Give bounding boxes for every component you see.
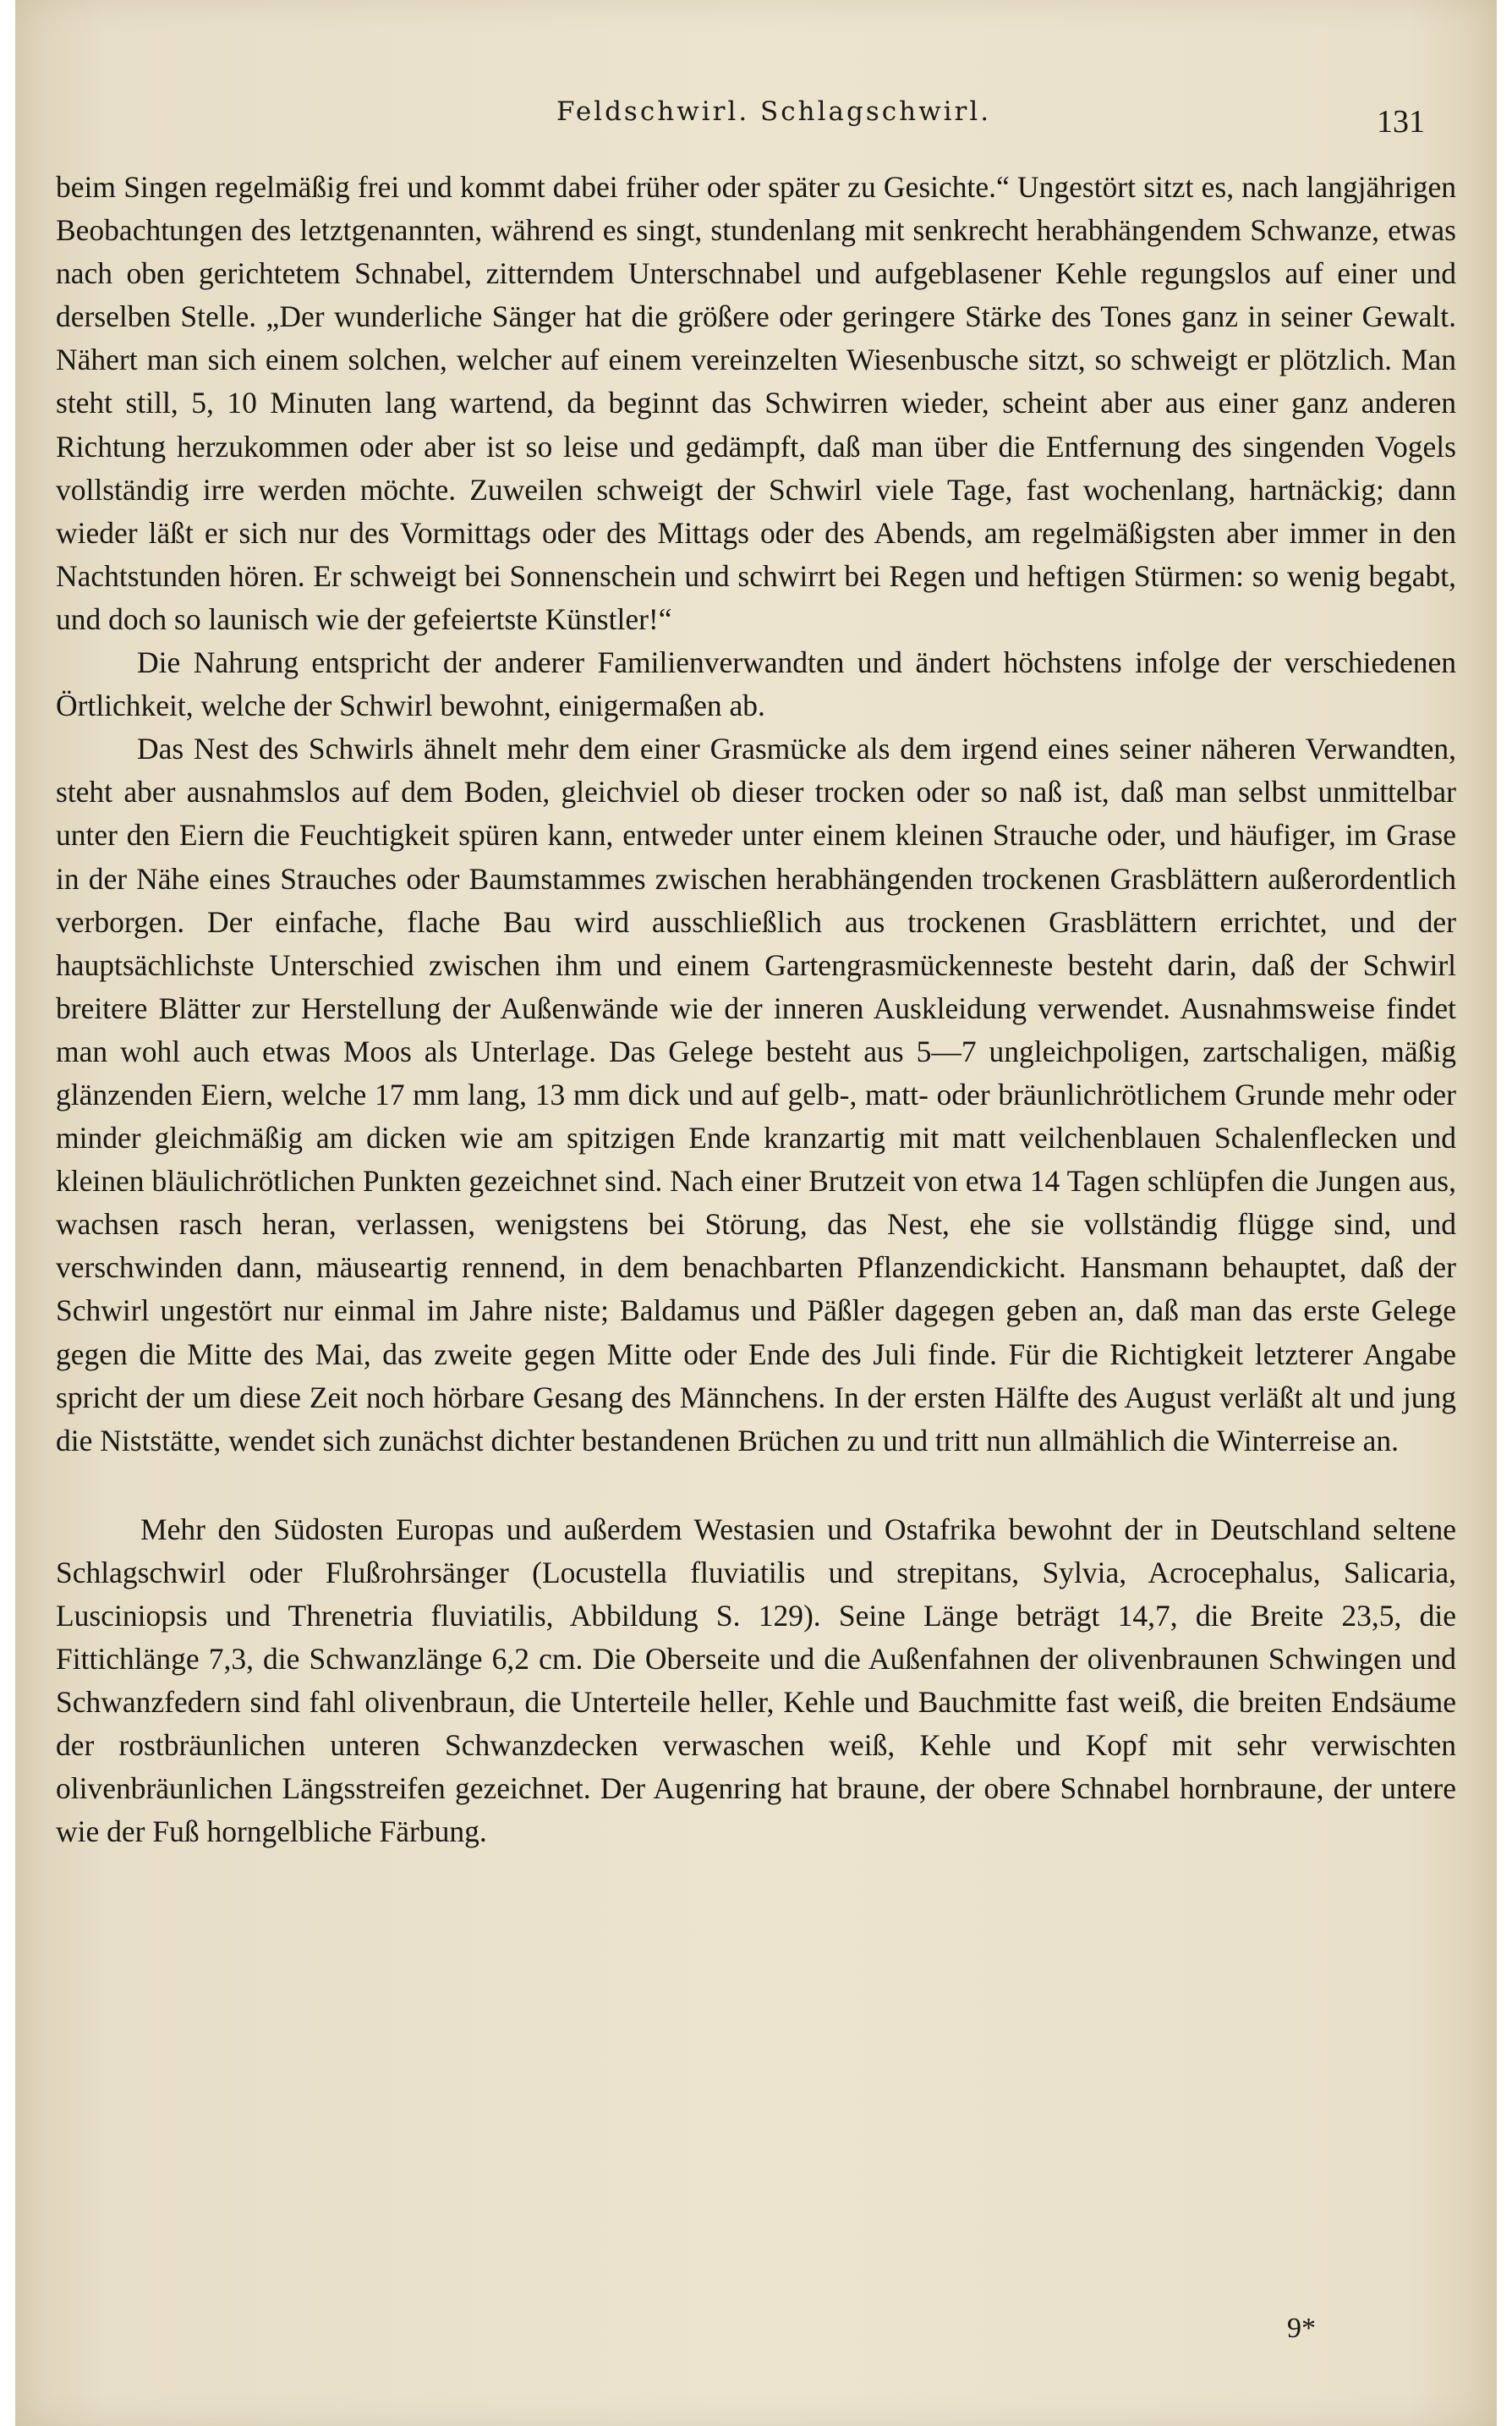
paragraph-nest: Das Nest des Schwirls ähnelt mehr dem einer Grasmücke als dem irgend eines seiner näheren Verwandten, steht aber ausnahmslos auf dem Boden, gleichviel ob dieser trocken oder so naß ist, daß man selbst unmittelbar unter den Eiern die Feuchtigkeit spüren kann, entweder unter einem kleinen Strauche oder, und häufiger, im Grase in der Nähe eines Strauches oder Baumstammes zwischen herabhängenden trockenen Grasblättern außerordentlich verborgen. Der einfache, flache Bau wird ausschließlich aus trockenen Grasblättern errichtet, und der hauptsächlichste Unterschied zwischen ihm und einem Gartengrasmückenneste besteht darin, daß der Schwirl breitere Blätter zur Herstellung der Außenwände wie der inneren Auskleidung verwendet. Ausnahmsweise findet man wohl auch etwas Moos als Unterlage. Das Gelege besteht aus 5—7 ungleichpoligen, zartschaligen, mäßig glänzenden Eiern, welche 17 mm lang, 13 mm dick und auf gelb-, matt- oder bräunlichrötlichem Grunde mehr oder minder gleichmäßig am dicken wie am spitzigen Ende kranzartig mit matt veilchenblauen Schalenflecken und kleinen bläulichrötlichen Punkten gezeichnet sind. Nach einer Brutzeit von etwa 14 Tagen schlüpfen die Jungen aus, wachsen rasch heran, verlassen, wenigstens bei Störung, das Nest, ehe sie vollständig flügge sind, und verschwinden dann, mäuseartig rennend, in dem benachbarten Pflanzendickicht. Hansmann behauptet, daß der Schwirl ungestört nur einmal im Jahre niste; Baldamus und Päßler dagegen geben an, daß man das erste Gelege gegen die Mitte des Mai, das zweite gegen Mitte oder Ende des Juli finde. Für die Richtigkeit letzterer Angabe spricht der um diese Zeit noch hörbare Gesang des Männchens. In der ersten Hälfte des August verläßt alt und jung die Niststätte, wendet sich zunächst dichter bestandenen Brüchen zu und tritt nun allmählich die Winterreise an.	[56, 732, 1456, 1457]
paragraph-river-warbler: Mehr den Südosten Europas und außerdem Westasien und Ostafrika bewohnt der in Deutschland seltene Schlagschwirl oder Flußrohrsänger (Locustella fluviatilis und strepitans, Sylvia, Acrocephalus, Salicaria, Lusciniopsis und Threnetria fluviatilis, Abbildung S. 129). Seine Länge beträgt 14,7, die Breite 23,5, die Fittichlänge 7,3, die Schwanzlänge 6,2 cm. Die Oberseite und die Außenfahnen der olivenbraunen Schwingen und Schwanzfedern sind fahl olivenbraun, die Unterteile heller, Kehle und Bauchmitte fast weiß, die breiten Endsäume der rostbräunlichen unteren Schwanzdecken verwaschen weiß, Kehle und Kopf mit sehr verwischten olivenbräunlichen Längsstreifen gezeichnet. Der Augenring hat braune, der obere Schnabel hornbraune, der untere wie der Fuß horngelbliche Färbung.	[56, 1512, 1456, 1849]
signature-mark: 9*	[1287, 2313, 1316, 2344]
book-page	[15, 0, 1497, 2426]
paragraph-song-behaviour: beim Singen regelmäßig frei und kommt dabei früher oder später zu Gesichte.“ Ungestört sitzt es, nach langjährigen Beobachtungen des letztgenannten, während es singt, stundenlang mit senkrecht herabhängendem Schwanze, etwas nach oben gerichtetem Schnabel, zitterndem Unterschnabel und aufgeblasener Kehle regungslos auf einer und derselben Stelle. „Der wunderliche Sänger hat die größere oder geringere Stärke des Tones ganz in seiner Gewalt. Nähert man sich einem solchen, welcher auf einem vereinzelten Wiesenbusche sitzt, so schweigt er plötzlich. Man steht still, 5, 10 Minuten lang wartend, da beginnt das Schwirren wieder, scheint aber aus einer ganz anderen Richtung herzukommen oder aber ist so leise und gedämpft, daß man über die Entfernung des singenden Vogels vollständig irre werden möchte. Zuweilen schweigt der Schwirl viele Tage, fast wochenlang, hartnäckig; dann wieder läßt er sich nur des Vormittags oder des Mittags oder des Abends, am regelmäßigsten aber immer in den Nachtstunden hören. Er schweigt bei Sonnenschein und schwirrt bei Regen und heftigen Stürmen: so wenig begabt, und doch so launisch wie der gefeiertste Künstler!“	[56, 170, 1456, 636]
running-head	[15, 91, 1497, 142]
running-title: Feldschwirl. Schlagschwirl.	[556, 96, 992, 127]
paragraph-food: Die Nahrung entspricht der anderer Familienverwandten und ändert höchstens infolge der verschiedenen Örtlichkeit, welche der Schwirl bewohnt, einigermaßen ab.	[56, 645, 1456, 723]
page-number: 131	[1377, 104, 1425, 140]
body-text	[56, 166, 1456, 1854]
